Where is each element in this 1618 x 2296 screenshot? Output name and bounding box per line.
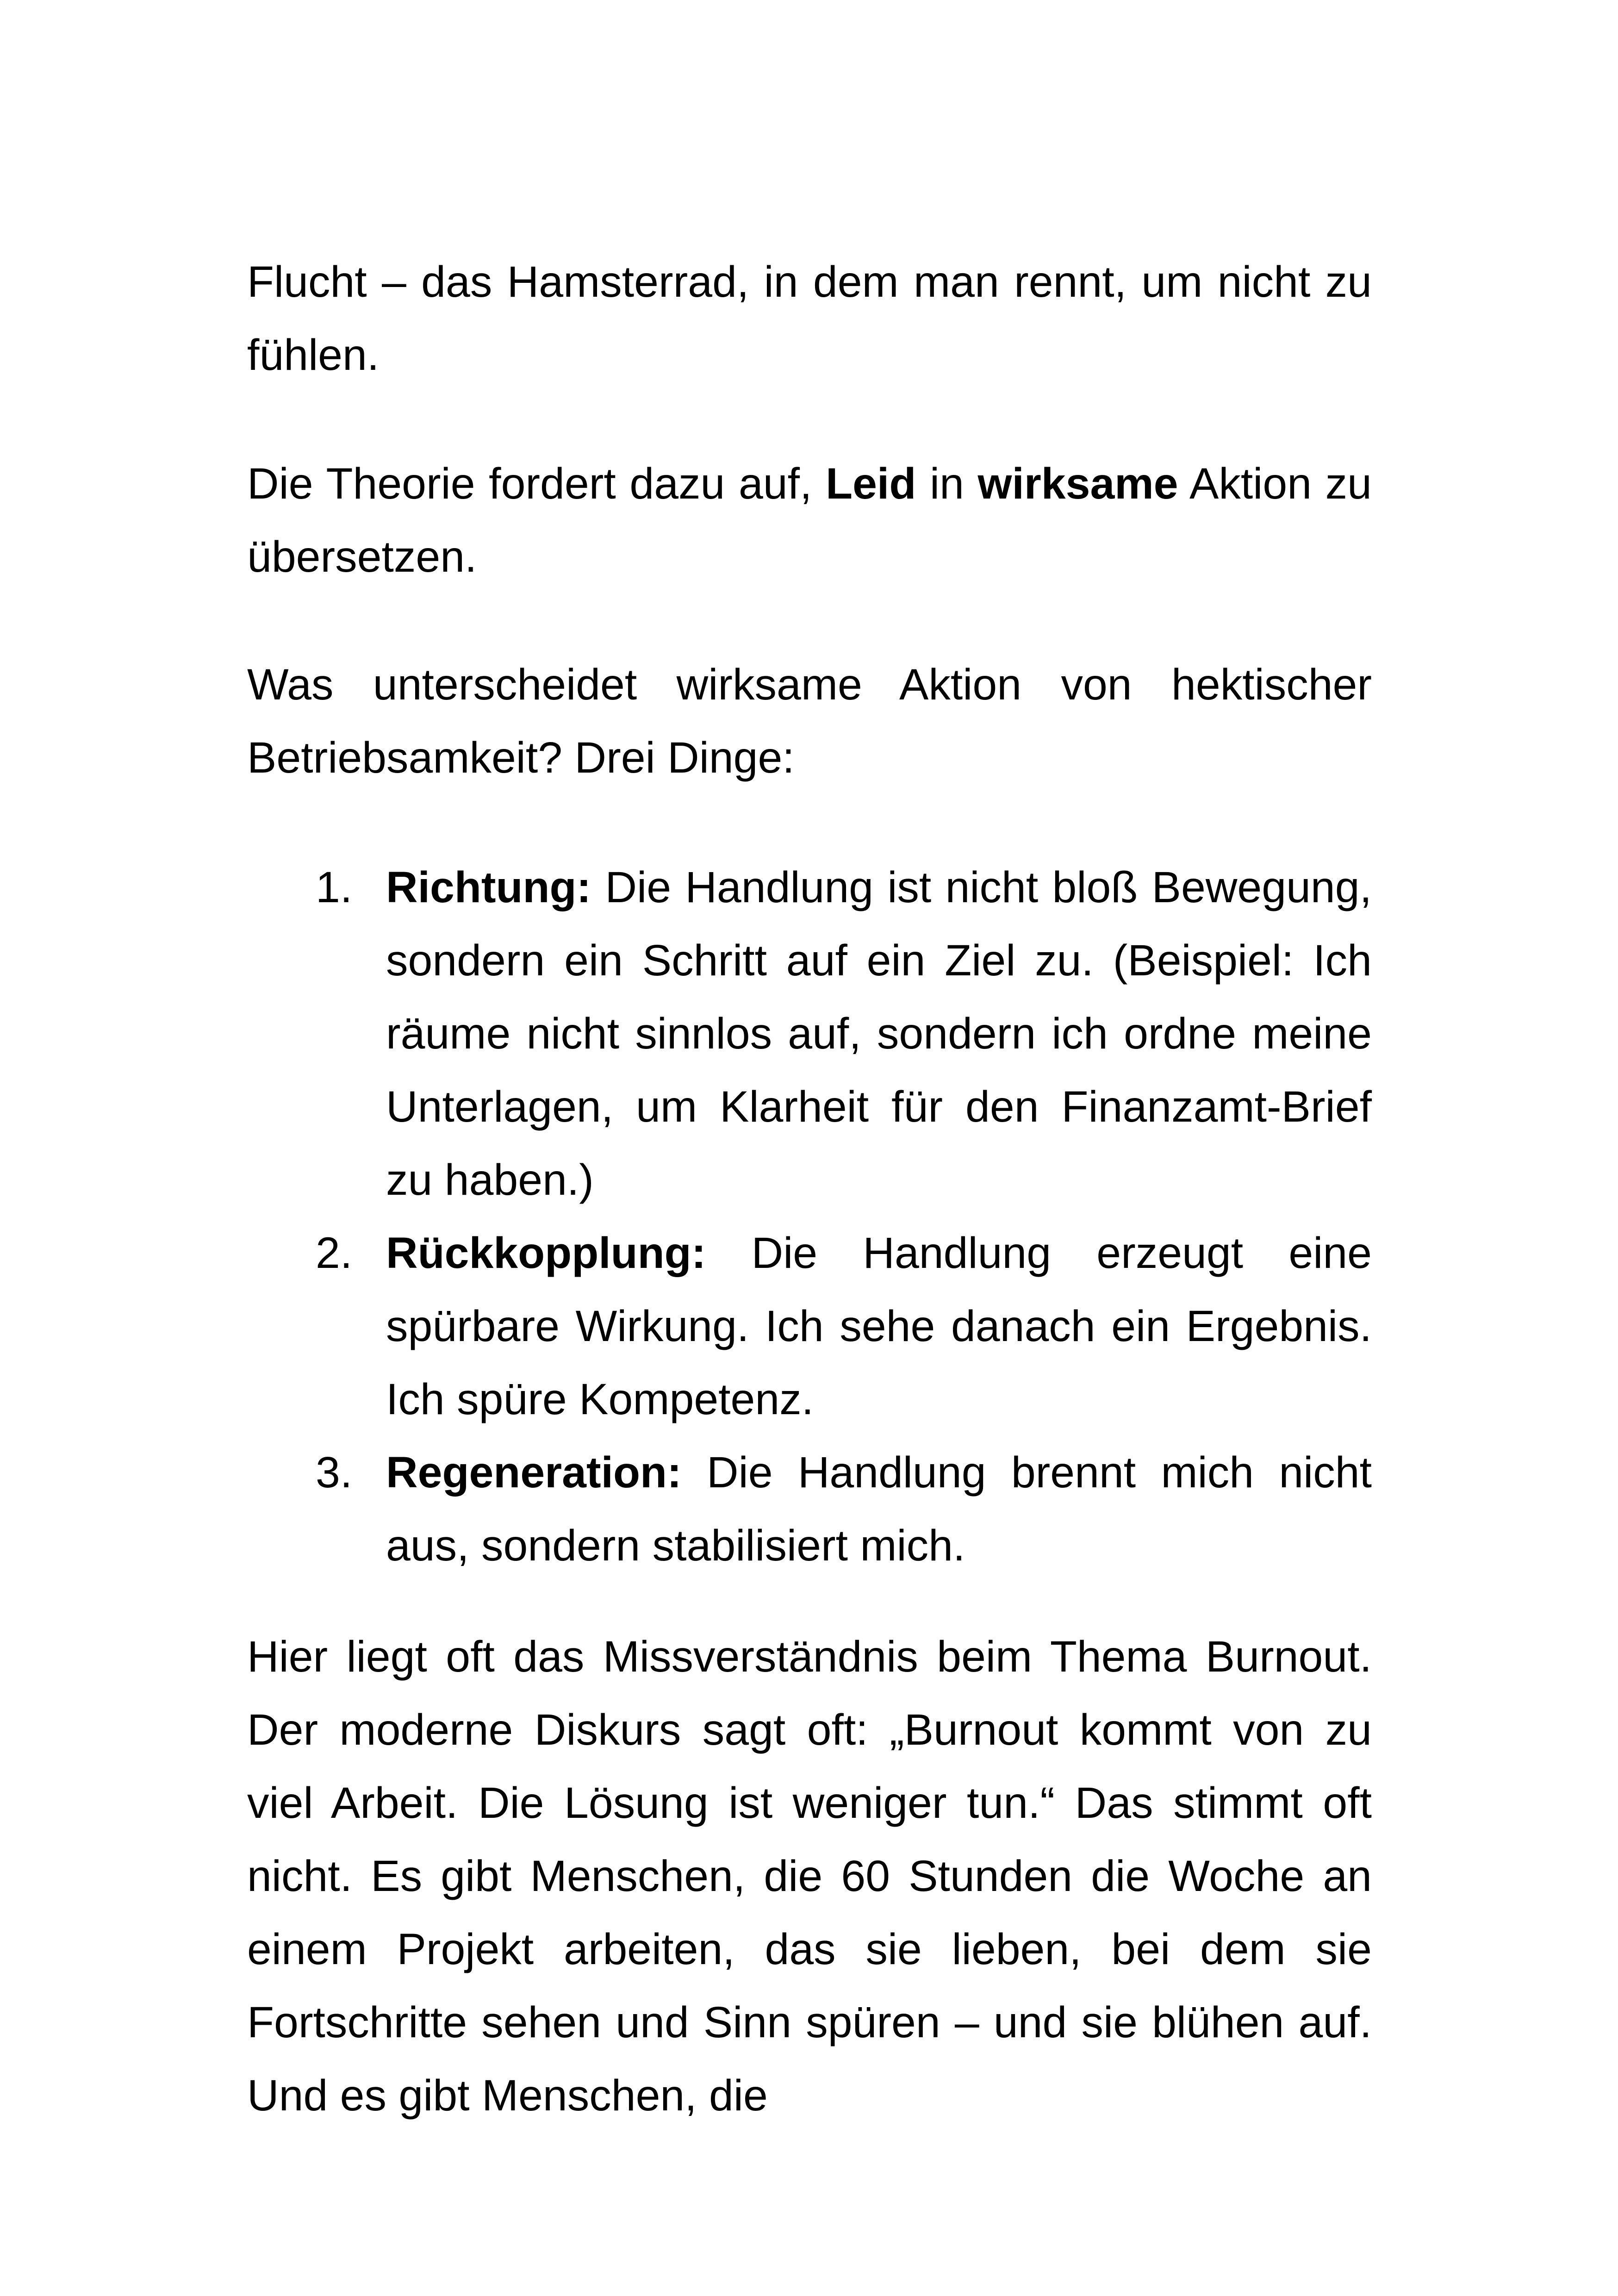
paragraph-question-line-2: Betriebsamkeit? Drei Dinge: [247,733,795,782]
numbered-list [247,851,1372,1582]
paragraph-theorie [247,447,1372,593]
list-item-rueckkopplung [247,1217,1372,1436]
list-item-regeneration [247,1436,1372,1582]
list-term: Richtung: [386,863,591,912]
list-number: 3. [316,1448,353,1497]
list-text: Die Handlung brennt mich nicht aus, sondern stabilisiert mich. [386,1448,1372,1570]
paragraph-theorie-text-middle: in [916,459,978,508]
list-text: Die Handlung erzeugt eine spürbare Wirkung. Ich sehe danach ein Ergebnis. Ich spüre Kompetenz. [386,1229,1372,1424]
bold-term-wirksame: wirksame [977,459,1178,508]
list-number: 1. [316,863,353,912]
list-term: Regeneration: [386,1448,682,1497]
list-text: Die Handlung ist nicht bloß Bewegung, sondern ein Schritt auf ein Ziel zu. (Beispiel: Ich räume nicht sinnlos auf, sondern ich ordne meine Unterlagen, um Klarheit für den Finanzamt-Brief zu haben.) [386,863,1372,1204]
list-item-richtung [247,851,1372,1217]
list-term: Rückkopplung: [386,1229,706,1278]
paragraph-flucht: Flucht – das Hamsterrad, in dem man rennt, um nicht zu fühlen. [247,257,1372,380]
bold-term-leid: Leid [826,459,916,508]
paragraph-question [247,648,1372,794]
paragraph-theorie-text-start: Die Theorie fordert dazu auf, [247,459,826,508]
paragraph-theorie-text-end: Aktion zu übersetzen. [247,459,1372,581]
paragraph-question-line-1: Was unterscheidet wirksame Aktion von hektischer [247,660,1372,709]
paragraph-burnout: Hier liegt oft das Missverständnis beim Thema Burnout. Der moderne Diskurs sagt oft: „Burnout kommt von zu viel Arbeit. Die Lösung ist weniger tun.“ Das stimmt oft nicht. Es gibt Menschen, die 60 Stunden die Woche an einem Projekt arbeiten, das sie lieben, bei dem sie Fortschritte sehen und Sinn spüren – und sie blühen auf. Und es gibt Menschen, die [247,1632,1372,2120]
list-number: 2. [316,1229,353,1278]
